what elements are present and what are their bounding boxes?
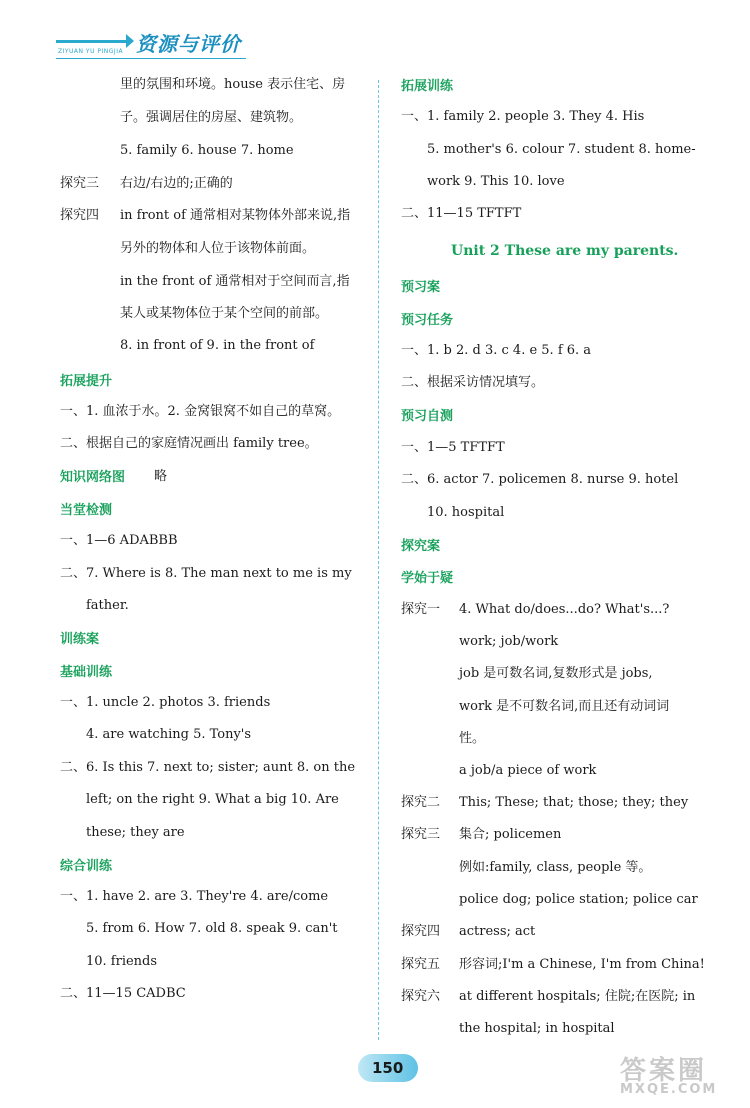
text-line: This; These; that; those; they; they [459,795,689,810]
page-number: 150 [372,1059,404,1077]
text-line: 一、1. uncle 2. photos 3. friends [60,695,271,710]
text-line: actress; act [459,924,536,939]
arrow-icon [126,34,134,48]
text-line: 某人或某物体位于某个空间的前部。 [120,306,329,321]
text-line: 一、1—6 ADABBB [60,533,178,548]
text-line: 略 [154,469,168,484]
text-line: 一、1. have 2. are 3. They're 4. are/come [60,889,329,904]
text-line: 8. in front of 9. in the front of [120,338,315,353]
text-line: 里的氛围和环境。house 表示住宅、房 [120,77,346,92]
text-line: 例如:family, class, people 等。 [459,860,652,875]
header-underline [56,58,246,59]
text-line: left; on the right 9. What a big 10. Are [86,792,339,807]
text-line: in the front of 通常相对于空间而言,指 [120,274,350,289]
text-line: 4. What do/does...do? What's...? [459,602,670,617]
text-line: 二、7. Where is 8. The man next to me is my [60,566,352,581]
book-header [56,28,266,62]
section-label: 探究四 [60,208,100,223]
section-heading: 预习任务 [401,313,454,328]
section-label: 探究五 [401,957,441,972]
text-line: 二、11—15 CADBC [60,986,186,1001]
text-line: in front of 通常相对某物体外部来说,指 [120,208,351,223]
section-label: 探究四 [401,924,441,939]
section-label: 探究六 [401,989,441,1004]
text-line: 5. from 6. How 7. old 8. speak 9. can't [86,921,338,936]
text-line: work 9. This 10. love [427,174,565,189]
text-line: 集合; policemen [459,827,562,842]
text-line: 一、1—5 TFTFT [401,440,505,455]
header-rule [56,40,128,43]
section-label: 探究一 [401,602,441,617]
text-line: the hospital; in hospital [459,1021,615,1036]
column-divider [378,80,379,1040]
text-line: 二、根据自己的家庭情况画出 family tree。 [60,436,318,451]
text-line: job 是可数名词,复数形式是 jobs, [459,666,653,681]
text-line: 性。 [459,731,486,746]
text-line: work 是不可数名词,而且还有动词词 [459,699,670,714]
section-heading: 预习案 [401,280,441,295]
section-heading: 基础训练 [60,665,113,680]
unit-title: Unit 2 These are my parents. [451,243,679,259]
text-line: 形容词;I'm a Chinese, I'm from China! [459,957,705,972]
section-heading: 拓展提升 [60,374,113,389]
text-line: 二、根据采访情况填写。 [401,375,545,390]
text-line: 子。强调居住的房屋、建筑物。 [120,110,303,125]
text-line: 另外的物体和人位于该物体前面。 [120,241,316,256]
text-line: 5. family 6. house 7. home [120,143,294,158]
section-heading: 训练案 [60,632,100,647]
text-line: at different hospitals; 住院;在医院; in [459,989,696,1004]
section-heading: 知识网络图 [60,470,126,485]
section-label: 探究三 [60,176,100,191]
section-heading: 预习自测 [401,409,454,424]
text-line: 二、6. actor 7. policemen 8. nurse 9. hotel [401,472,679,487]
text-line: father. [86,598,129,613]
watermark-url: MXQE.COM [620,1082,718,1097]
text-line: 二、11—15 TFTFT [401,206,522,221]
text-line: police dog; police station; police car [459,892,698,907]
text-line: 右边/右边的;正确的 [120,176,233,191]
text-line: 二、6. Is this 7. next to; sister; aunt 8. on the [60,760,356,775]
section-heading: 当堂检测 [60,503,113,518]
text-line: a job/a piece of work [459,763,597,778]
text-line: 10. friends [86,954,158,969]
section-heading: 学始于疑 [401,571,454,586]
text-line: 一、1. 血浓于水。2. 金窝银窝不如自己的草窝。 [60,404,341,419]
header-subtitle: ZIYUAN YU PINGJIA [58,48,124,55]
text-line: 一、1. family 2. people 3. They 4. His [401,109,645,124]
text-line: 5. mother's 6. colour 7. student 8. home- [427,142,696,157]
header-title: 资源与评价 [136,32,241,56]
watermark-logo [616,1050,740,1100]
text-line: these; they are [86,825,185,840]
section-heading: 拓展训练 [401,79,454,94]
text-line: 10. hospital [427,505,505,520]
text-line: 一、1. b 2. d 3. c 4. e 5. f 6. a [401,343,592,358]
text-line: 4. are watching 5. Tony's [86,727,252,742]
section-label: 探究三 [401,827,441,842]
text-line: work; job/work [459,634,559,649]
section-heading: 探究案 [401,539,441,554]
section-label: 探究二 [401,795,441,810]
section-heading: 综合训练 [60,859,113,874]
watermark-text: 答案圈 [620,1056,708,1086]
